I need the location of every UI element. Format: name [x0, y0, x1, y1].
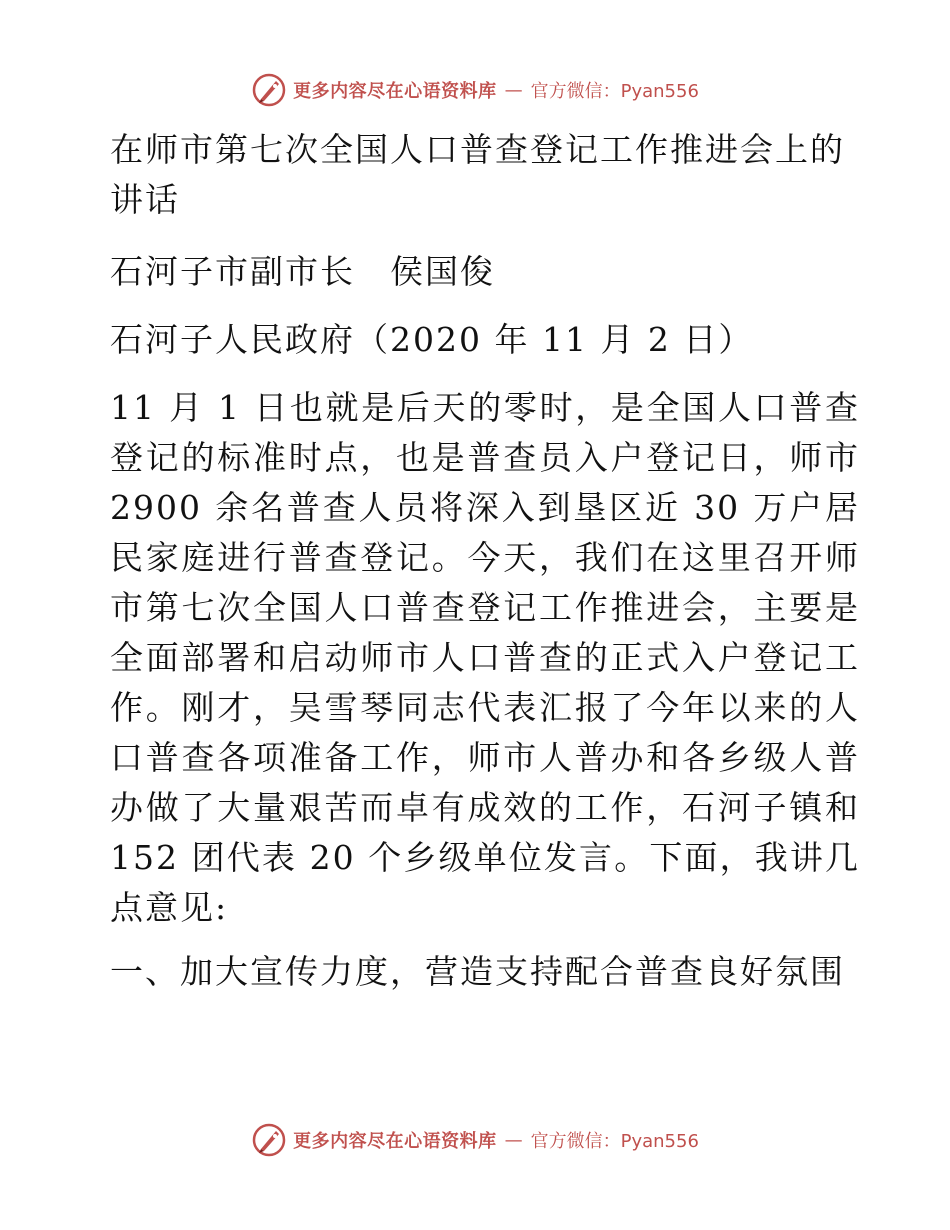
document-author: 石河子市副市长 侯国俊	[110, 252, 495, 291]
banner-separator: —	[504, 1129, 523, 1151]
section-heading: 一、加大宣传力度，营造支持配合普查良好氛围	[110, 952, 845, 991]
document-org-date: 石河子人民政府（2020 年 11 月 2 日）	[110, 320, 754, 359]
header-banner	[0, 70, 950, 110]
banner-site-text: 更多内容尽在心语资料库	[293, 1131, 497, 1152]
document-title: 在师市第七次全国人口普查登记工作推进会上的讲话	[110, 130, 845, 219]
document-paragraph: 11 月 1 日也就是后天的零时，是全国人口普查登记的标准时点，也是普查员入户登记日，师市 2900 余名普查人员将深入到垦区近 30 万户居民家庭进行普查登记。今天，我们在这里召开师市第七次全国人口普查登记工作推进会，主要是全面部署和启动师市人口普查的正式入户登记工作。刚才，吴雪琴同志代表汇报了今年以来的人口普查各项准备工作，师市人普办和各乡级人普办做了大量艰苦而卓有成效的工作，石河子镇和 152 团代表 20 个乡级单位发言。下面，我讲几点意见:	[110, 388, 860, 927]
quill-pen-logo-icon	[251, 1122, 287, 1158]
banner-site-text: 更多内容尽在心语资料库	[293, 81, 497, 102]
quill-pen-logo-icon	[251, 72, 287, 108]
banner-wechat-text: 官方微信：Pyan556	[530, 1131, 699, 1152]
footer-banner	[0, 1120, 950, 1160]
banner-wechat-text: 官方微信：Pyan556	[530, 81, 699, 102]
document-body	[98, 125, 860, 1019]
banner-separator: —	[504, 79, 523, 101]
